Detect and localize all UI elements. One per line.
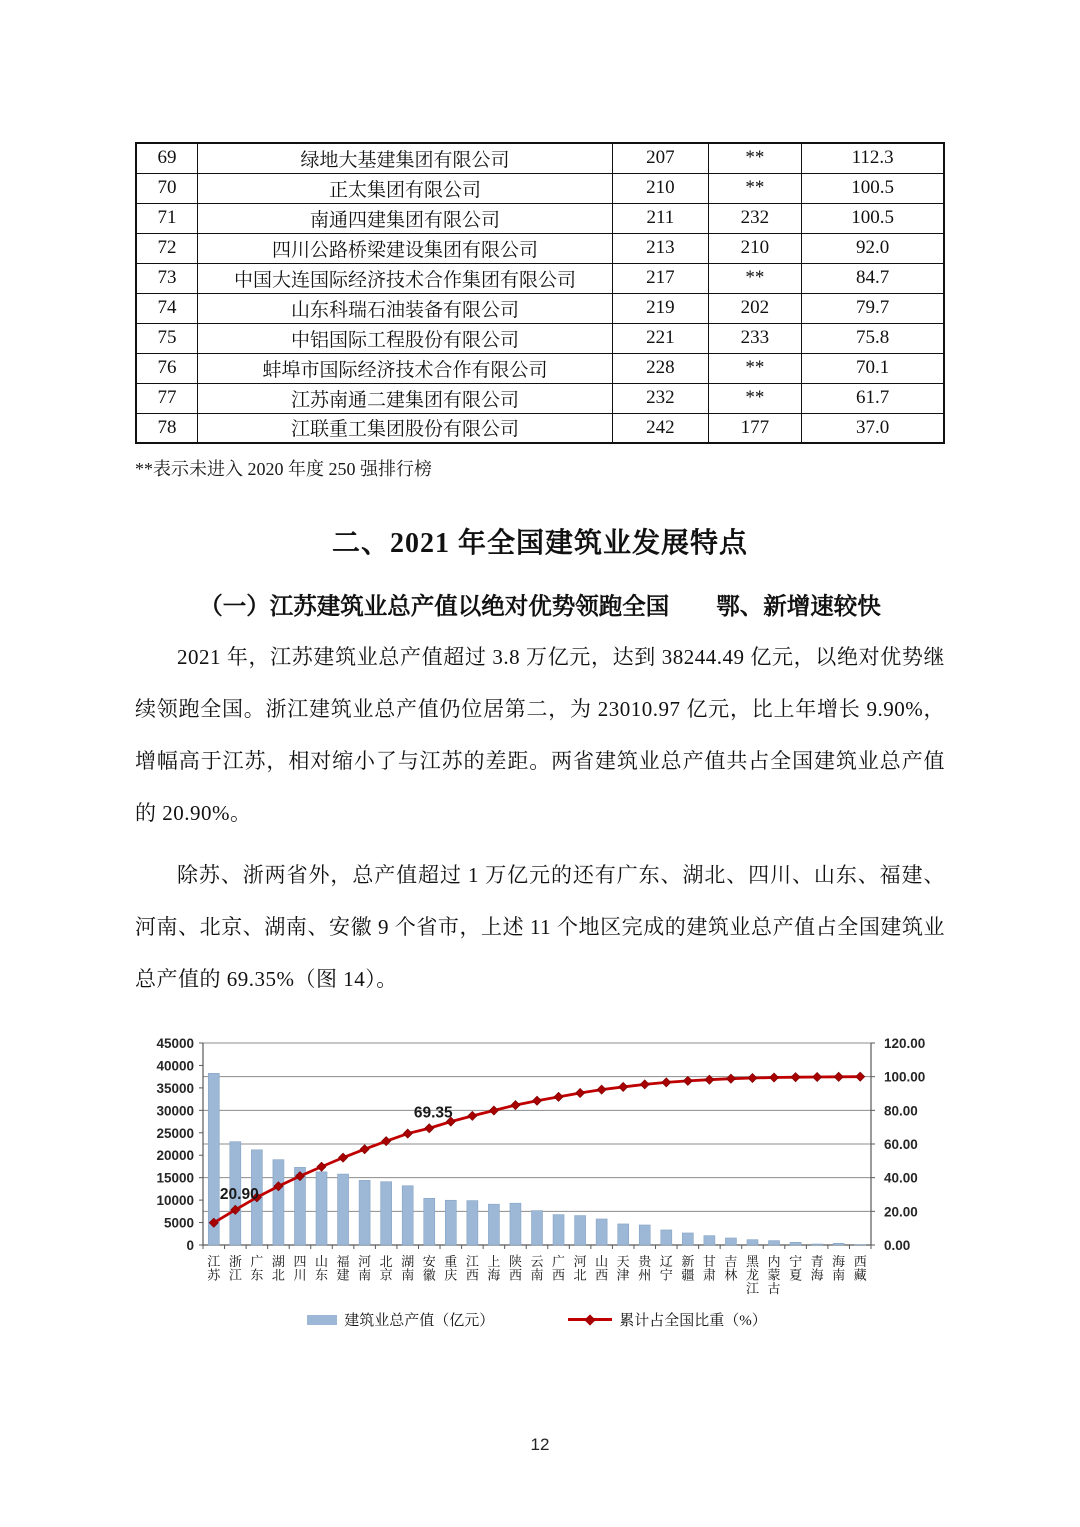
x-axis-label-河南: 河南 (358, 1254, 372, 1283)
x-axis-label-安徽: 安徽 (422, 1254, 436, 1283)
bar-辽宁 (661, 1230, 672, 1245)
line-marker-江西 (468, 1111, 477, 1120)
table-cell-col4: 232 (708, 203, 802, 233)
x-axis-label-江西: 江西 (465, 1254, 479, 1283)
bar-黑龙江 (747, 1240, 758, 1245)
section-heading: 二、2021 年全国建筑业发展特点 (331, 528, 748, 559)
table-footnote: **表示未进入 2020 年度 250 强排行榜 (135, 459, 432, 479)
data-label: 20.90 (219, 1185, 259, 1203)
line-marker-云南 (532, 1096, 541, 1105)
table-row (136, 143, 944, 173)
x-axis-label-天津: 天津 (616, 1254, 630, 1283)
table-cell-col4: 233 (708, 323, 802, 353)
line-marker-黑龙江 (748, 1073, 757, 1082)
left-axis-tick-label: 0 (186, 1238, 194, 1253)
table-cell-col3: 232 (613, 383, 708, 413)
table-cell-company: 中国大连国际经济技术合作集团有限公司 (197, 263, 612, 293)
table-row (136, 353, 944, 383)
table-cell-company: 江联重工集团股份有限公司 (197, 413, 612, 443)
table-cell-company: 山东科瑞石油装备有限公司 (197, 293, 612, 323)
right-axis-tick-label: 40.00 (884, 1170, 918, 1186)
line-marker-山东 (317, 1162, 326, 1171)
x-axis-label-山东: 山东 (315, 1254, 329, 1283)
bar-重庆 (445, 1200, 456, 1245)
bar-series-swatch (307, 1315, 337, 1325)
line-marker-天津 (619, 1082, 628, 1091)
table-row (136, 323, 944, 353)
table-cell-col3: 210 (613, 173, 708, 203)
table-cell-col5: 92.0 (802, 233, 944, 263)
paragraph-1: 2021 年，江苏建筑业总产值超过 3.8 万亿元，达到 38244.49 亿元，以绝对优势继续领跑全国。浙江建筑业总产值仍位居第二，为 23010.97 亿元，比上年增长 9.90%，增幅高于江苏，相对缩小了与江苏的差距。两省建筑业总产值共占全国建筑业总产值的 20.90%。 (135, 645, 945, 825)
bar-江西 (467, 1201, 478, 1245)
table-row (136, 233, 944, 263)
table-cell-col4: ** (708, 173, 802, 203)
table-cell-col4: ** (708, 143, 802, 173)
table-row (136, 383, 944, 413)
bar-广西 (553, 1215, 564, 1245)
bar-上海 (488, 1204, 499, 1245)
line-marker-广西 (554, 1092, 563, 1101)
left-axis-tick-label: 15000 (156, 1170, 194, 1186)
x-axis-label-湖北: 湖北 (271, 1254, 285, 1283)
line-marker-新疆 (683, 1076, 692, 1085)
table-cell-col4: ** (708, 263, 802, 293)
x-axis-label-福建: 福建 (336, 1254, 350, 1283)
table-cell-col4: 177 (708, 413, 802, 443)
table-cell-col3: 228 (613, 353, 708, 383)
table-cell-rank: 70 (136, 173, 197, 203)
bar-河北 (575, 1216, 586, 1245)
table-cell-col5: 75.8 (802, 323, 944, 353)
x-axis-label-河北: 河北 (573, 1254, 587, 1283)
bar-河南 (359, 1180, 370, 1245)
right-axis-tick-label: 120.00 (884, 1036, 926, 1051)
x-axis-label-甘肃: 甘肃 (702, 1254, 716, 1283)
right-axis-tick-label: 20.00 (884, 1204, 918, 1220)
x-axis-label-云南: 云南 (530, 1254, 544, 1283)
line-marker-青海 (813, 1072, 822, 1081)
table-cell-col3: 213 (613, 233, 708, 263)
line-marker-陕西 (511, 1101, 520, 1110)
legend-item-bar-series (307, 1309, 494, 1330)
table-cell-company: 中铝国际工程股份有限公司 (197, 323, 612, 353)
bar-新疆 (682, 1233, 693, 1245)
x-axis-label-西藏: 西藏 (853, 1254, 867, 1283)
line-marker-上海 (489, 1106, 498, 1115)
paragraph-2: 除苏、浙两省外，总产值超过 1 万亿元的还有广东、湖北、四川、山东、福建、河南、北京、湖南、安徽 9 个省市，上述 11 个地区完成的建筑业总产值占全国建筑业总产值的 69.35%（图 14）。 (135, 863, 945, 991)
bar-湖北 (273, 1160, 284, 1245)
x-axis-label-四川: 四川 (293, 1254, 307, 1283)
page-content (135, 0, 945, 1330)
company-ranking-table (135, 142, 945, 444)
right-axis-tick-label: 80.00 (884, 1103, 918, 1119)
x-axis-label-内蒙古: 内蒙古 (767, 1254, 781, 1296)
x-axis-label-浙江: 浙江 (228, 1254, 242, 1283)
right-axis-tick-label: 0.00 (884, 1238, 911, 1253)
x-axis-label-广东: 广东 (250, 1254, 264, 1283)
x-axis-label-上海: 上海 (487, 1254, 501, 1283)
x-axis-label-陕西: 陕西 (508, 1254, 522, 1283)
table-cell-rank: 75 (136, 323, 197, 353)
table-cell-col3: 221 (613, 323, 708, 353)
table-cell-rank: 73 (136, 263, 197, 293)
subsection-heading: （一）江苏建筑业总产值以绝对优势领跑全国 鄂、新增速较快 (199, 594, 881, 620)
x-axis-label-贵州: 贵州 (638, 1254, 652, 1283)
table-row (136, 173, 944, 203)
bar-吉林 (725, 1238, 736, 1245)
left-axis-tick-label: 5000 (163, 1215, 194, 1231)
bar-青海 (812, 1244, 823, 1245)
x-axis-label-黑龙江: 黑龙江 (745, 1254, 759, 1296)
table-cell-col5: 112.3 (802, 143, 944, 173)
table-cell-col4: ** (708, 353, 802, 383)
table-cell-company: 南通四建集团有限公司 (197, 203, 612, 233)
table-cell-col5: 79.7 (802, 293, 944, 323)
table-cell-rank: 72 (136, 233, 197, 263)
x-axis-label-青海: 青海 (810, 1254, 824, 1283)
line-marker-辽宁 (662, 1078, 671, 1087)
line-marker-吉林 (726, 1074, 735, 1083)
table-cell-col3: 207 (613, 143, 708, 173)
x-axis-label-辽宁: 辽宁 (659, 1254, 673, 1283)
x-axis-label-海南: 海南 (832, 1254, 846, 1283)
right-axis-tick-label: 60.00 (884, 1137, 918, 1152)
table-cell-rank: 76 (136, 353, 197, 383)
bar-山西 (596, 1219, 607, 1245)
line-marker-湖南 (403, 1129, 412, 1138)
bar-天津 (618, 1224, 629, 1245)
bar-福建 (338, 1174, 349, 1245)
diamond-marker-icon (585, 1314, 596, 1325)
line-marker-宁夏 (791, 1073, 800, 1082)
legend-line-label: 累计占全国比重（%） (619, 1313, 767, 1329)
table-cell-col4: 202 (708, 293, 802, 323)
x-axis-label-山西: 山西 (595, 1254, 609, 1283)
right-axis-tick-label: 100.00 (884, 1069, 926, 1085)
table-cell-company: 正太集团有限公司 (197, 173, 612, 203)
table-cell-col5: 37.0 (802, 413, 944, 443)
left-axis-tick-label: 25000 (156, 1125, 194, 1141)
table-cell-company: 绿地大基建集团有限公司 (197, 143, 612, 173)
table-cell-company: 江苏南通二建集团有限公司 (197, 383, 612, 413)
line-marker-安徽 (425, 1124, 434, 1133)
line-marker-贵州 (640, 1080, 649, 1089)
legend-item-line-series (568, 1309, 767, 1330)
chart-legend (137, 1309, 937, 1330)
left-axis-tick-label: 30000 (156, 1103, 194, 1119)
page-number: 12 (530, 1435, 550, 1454)
ranking-table-body (136, 143, 944, 443)
table-row (136, 293, 944, 323)
bar-山东 (316, 1172, 327, 1245)
table-cell-rank: 77 (136, 383, 197, 413)
bar-陕西 (510, 1203, 521, 1245)
table-cell-company: 蚌埠市国际经济技术合作有限公司 (197, 353, 612, 383)
line-marker-河南 (360, 1145, 369, 1154)
data-label: 69.35 (413, 1104, 453, 1122)
table-cell-col5: 70.1 (802, 353, 944, 383)
table-cell-company: 四川公路桥梁建设集团有限公司 (197, 233, 612, 263)
x-axis-label-广西: 广西 (552, 1254, 566, 1283)
bar-内蒙古 (769, 1241, 780, 1245)
x-axis-label-江苏: 江苏 (207, 1254, 221, 1283)
legend-bar-label: 建筑业总产值（亿元） (344, 1313, 495, 1329)
left-axis-tick-label: 35000 (156, 1080, 194, 1096)
line-marker-山西 (597, 1085, 606, 1094)
table-cell-col5: 61.7 (802, 383, 944, 413)
table-cell-col3: 219 (613, 293, 708, 323)
table-cell-col3: 211 (613, 203, 708, 233)
line-marker-海南 (834, 1072, 843, 1081)
bar-宁夏 (790, 1242, 801, 1245)
table-cell-col5: 100.5 (802, 203, 944, 233)
figure-14-chart (137, 1031, 937, 1330)
table-cell-col4: ** (708, 383, 802, 413)
bar-安徽 (424, 1198, 435, 1245)
bar-甘肃 (704, 1236, 715, 1245)
left-axis-tick-label: 10000 (156, 1193, 194, 1209)
left-axis-tick-label: 40000 (156, 1058, 194, 1074)
table-row (136, 413, 944, 443)
line-marker-内蒙古 (769, 1073, 778, 1082)
bar-海南 (833, 1243, 844, 1245)
bar-北京 (381, 1182, 392, 1245)
table-cell-col4: 210 (708, 233, 802, 263)
x-axis-label-新疆: 新疆 (681, 1254, 695, 1283)
line-marker-福建 (338, 1153, 347, 1162)
bar-贵州 (639, 1225, 650, 1245)
x-axis-label-重庆: 重庆 (444, 1254, 458, 1283)
table-row (136, 203, 944, 233)
table-cell-rank: 69 (136, 143, 197, 173)
table-cell-rank: 78 (136, 413, 197, 443)
table-row (136, 263, 944, 293)
pareto-chart-canvas (137, 1031, 937, 1303)
table-cell-col5: 84.7 (802, 263, 944, 293)
x-axis-label-宁夏: 宁夏 (789, 1254, 803, 1283)
table-cell-col3: 217 (613, 263, 708, 293)
x-axis-label-吉林: 吉林 (724, 1254, 738, 1283)
line-marker-西藏 (856, 1072, 865, 1081)
table-cell-col3: 242 (613, 413, 708, 443)
table-cell-rank: 74 (136, 293, 197, 323)
left-axis-tick-label: 20000 (156, 1148, 194, 1164)
bar-云南 (532, 1211, 543, 1245)
x-axis-label-湖南: 湖南 (401, 1254, 415, 1283)
x-axis-label-北京: 北京 (379, 1254, 393, 1283)
table-cell-col5: 100.5 (802, 173, 944, 203)
left-axis-tick-label: 45000 (156, 1036, 194, 1051)
bar-湖南 (402, 1186, 413, 1245)
table-cell-rank: 71 (136, 203, 197, 233)
line-marker-河北 (575, 1088, 584, 1097)
line-series-swatch (568, 1318, 612, 1321)
